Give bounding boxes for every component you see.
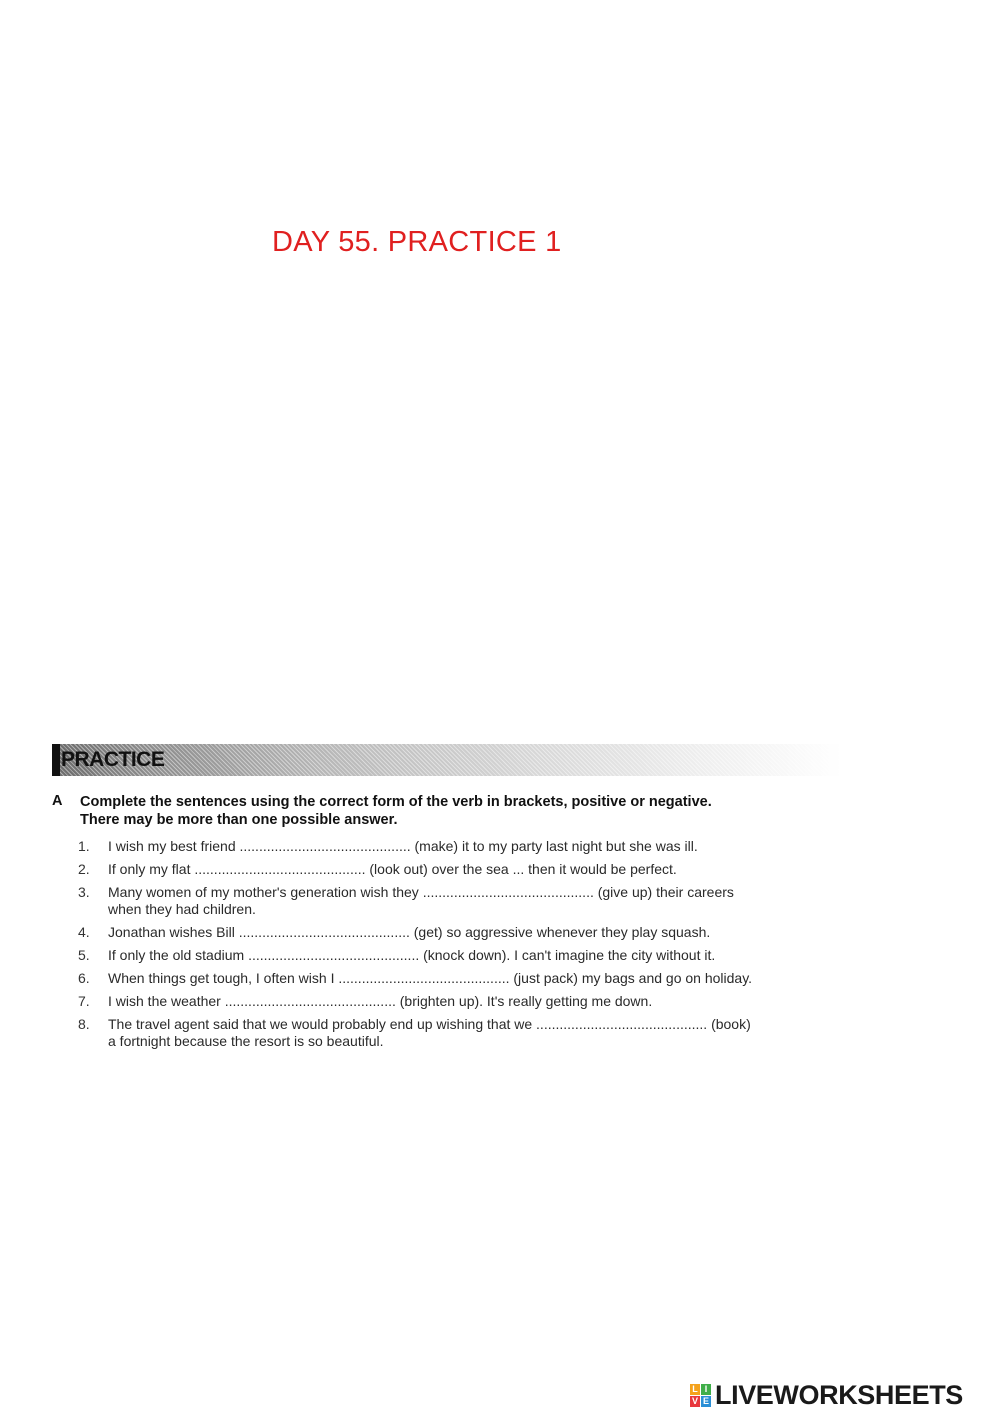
item-line-1: The travel agent said that we would probably end up wishing that we ............................................ (book): [108, 1016, 751, 1032]
exercise-item-2: [78, 861, 848, 878]
mark-letter: E: [702, 1396, 709, 1406]
exercise-item-4: [78, 924, 848, 941]
item-text: [108, 970, 848, 987]
item-line-2: a fortnight because the resort is so beautiful.: [108, 1033, 384, 1049]
exercise-instructions: [80, 793, 840, 829]
item-line-1: I wish the weather ............................................ (brighten up). It's really getting me down.: [108, 993, 653, 1009]
item-line-1: I wish my best friend ............................................ (make) it to my party last night but she was ill.: [108, 838, 698, 854]
item-number: 6.: [78, 970, 90, 986]
exercise-item-list: [78, 838, 848, 1056]
item-line-1: When things get tough, I often wish I ............................................ (just pack) my bags and go on holiday.: [108, 970, 753, 986]
liveworksheets-mark-icon: [690, 1384, 711, 1407]
mark-letter: I: [701, 1384, 711, 1395]
item-number: 4.: [78, 924, 90, 940]
item-line-2: when they had children.: [108, 901, 256, 917]
practice-label: PRACTICE: [61, 748, 165, 771]
instruction-line-1: Complete the sentences using the correct form of the verb in brackets, positive or negative.: [80, 794, 712, 810]
item-number: 7.: [78, 993, 90, 1009]
exercise-letter: A: [52, 793, 63, 809]
mark-letter: L: [690, 1384, 700, 1395]
item-text: [108, 884, 848, 918]
item-text: [108, 838, 848, 855]
exercise-item-8: [78, 1016, 848, 1050]
item-text: [108, 861, 848, 878]
exercise-item-3: [78, 884, 848, 918]
practice-banner: [52, 744, 842, 776]
item-line-1: Jonathan wishes Bill ............................................ (get) so aggressive whenever they play squash.: [108, 924, 711, 940]
item-number: 5.: [78, 947, 90, 963]
mark-letter: V: [691, 1396, 698, 1406]
liveworksheets-wordmark: LIVEWORKSHEETS: [715, 1380, 963, 1410]
item-number: 3.: [78, 884, 90, 900]
item-text: [108, 947, 848, 964]
exercise-item-1: [78, 838, 848, 855]
item-line-1: If only the old stadium ............................................ (knock down). I can't imagine the city without it.: [108, 947, 716, 963]
instruction-line-2: There may be more than one possible answer.: [80, 812, 398, 828]
item-line-1: Many women of my mother's generation wish they ............................................ (give up) their careers: [108, 884, 734, 900]
item-number: 2.: [78, 861, 90, 877]
practice-banner-bar: [52, 744, 60, 776]
item-number: 8.: [78, 1016, 90, 1032]
exercise-item-5: [78, 947, 848, 964]
page-title: DAY 55. PRACTICE 1: [272, 226, 562, 258]
item-text: [108, 1016, 848, 1050]
exercise-item-6: [78, 970, 848, 987]
item-number: 1.: [78, 838, 90, 854]
item-text: [108, 993, 848, 1010]
item-text: [108, 924, 848, 941]
liveworksheets-logo[interactable]: [690, 1380, 963, 1411]
exercise-item-7: [78, 993, 848, 1010]
item-line-1: If only my flat ............................................ (look out) over the sea ... then it would be perfect.: [108, 861, 677, 877]
